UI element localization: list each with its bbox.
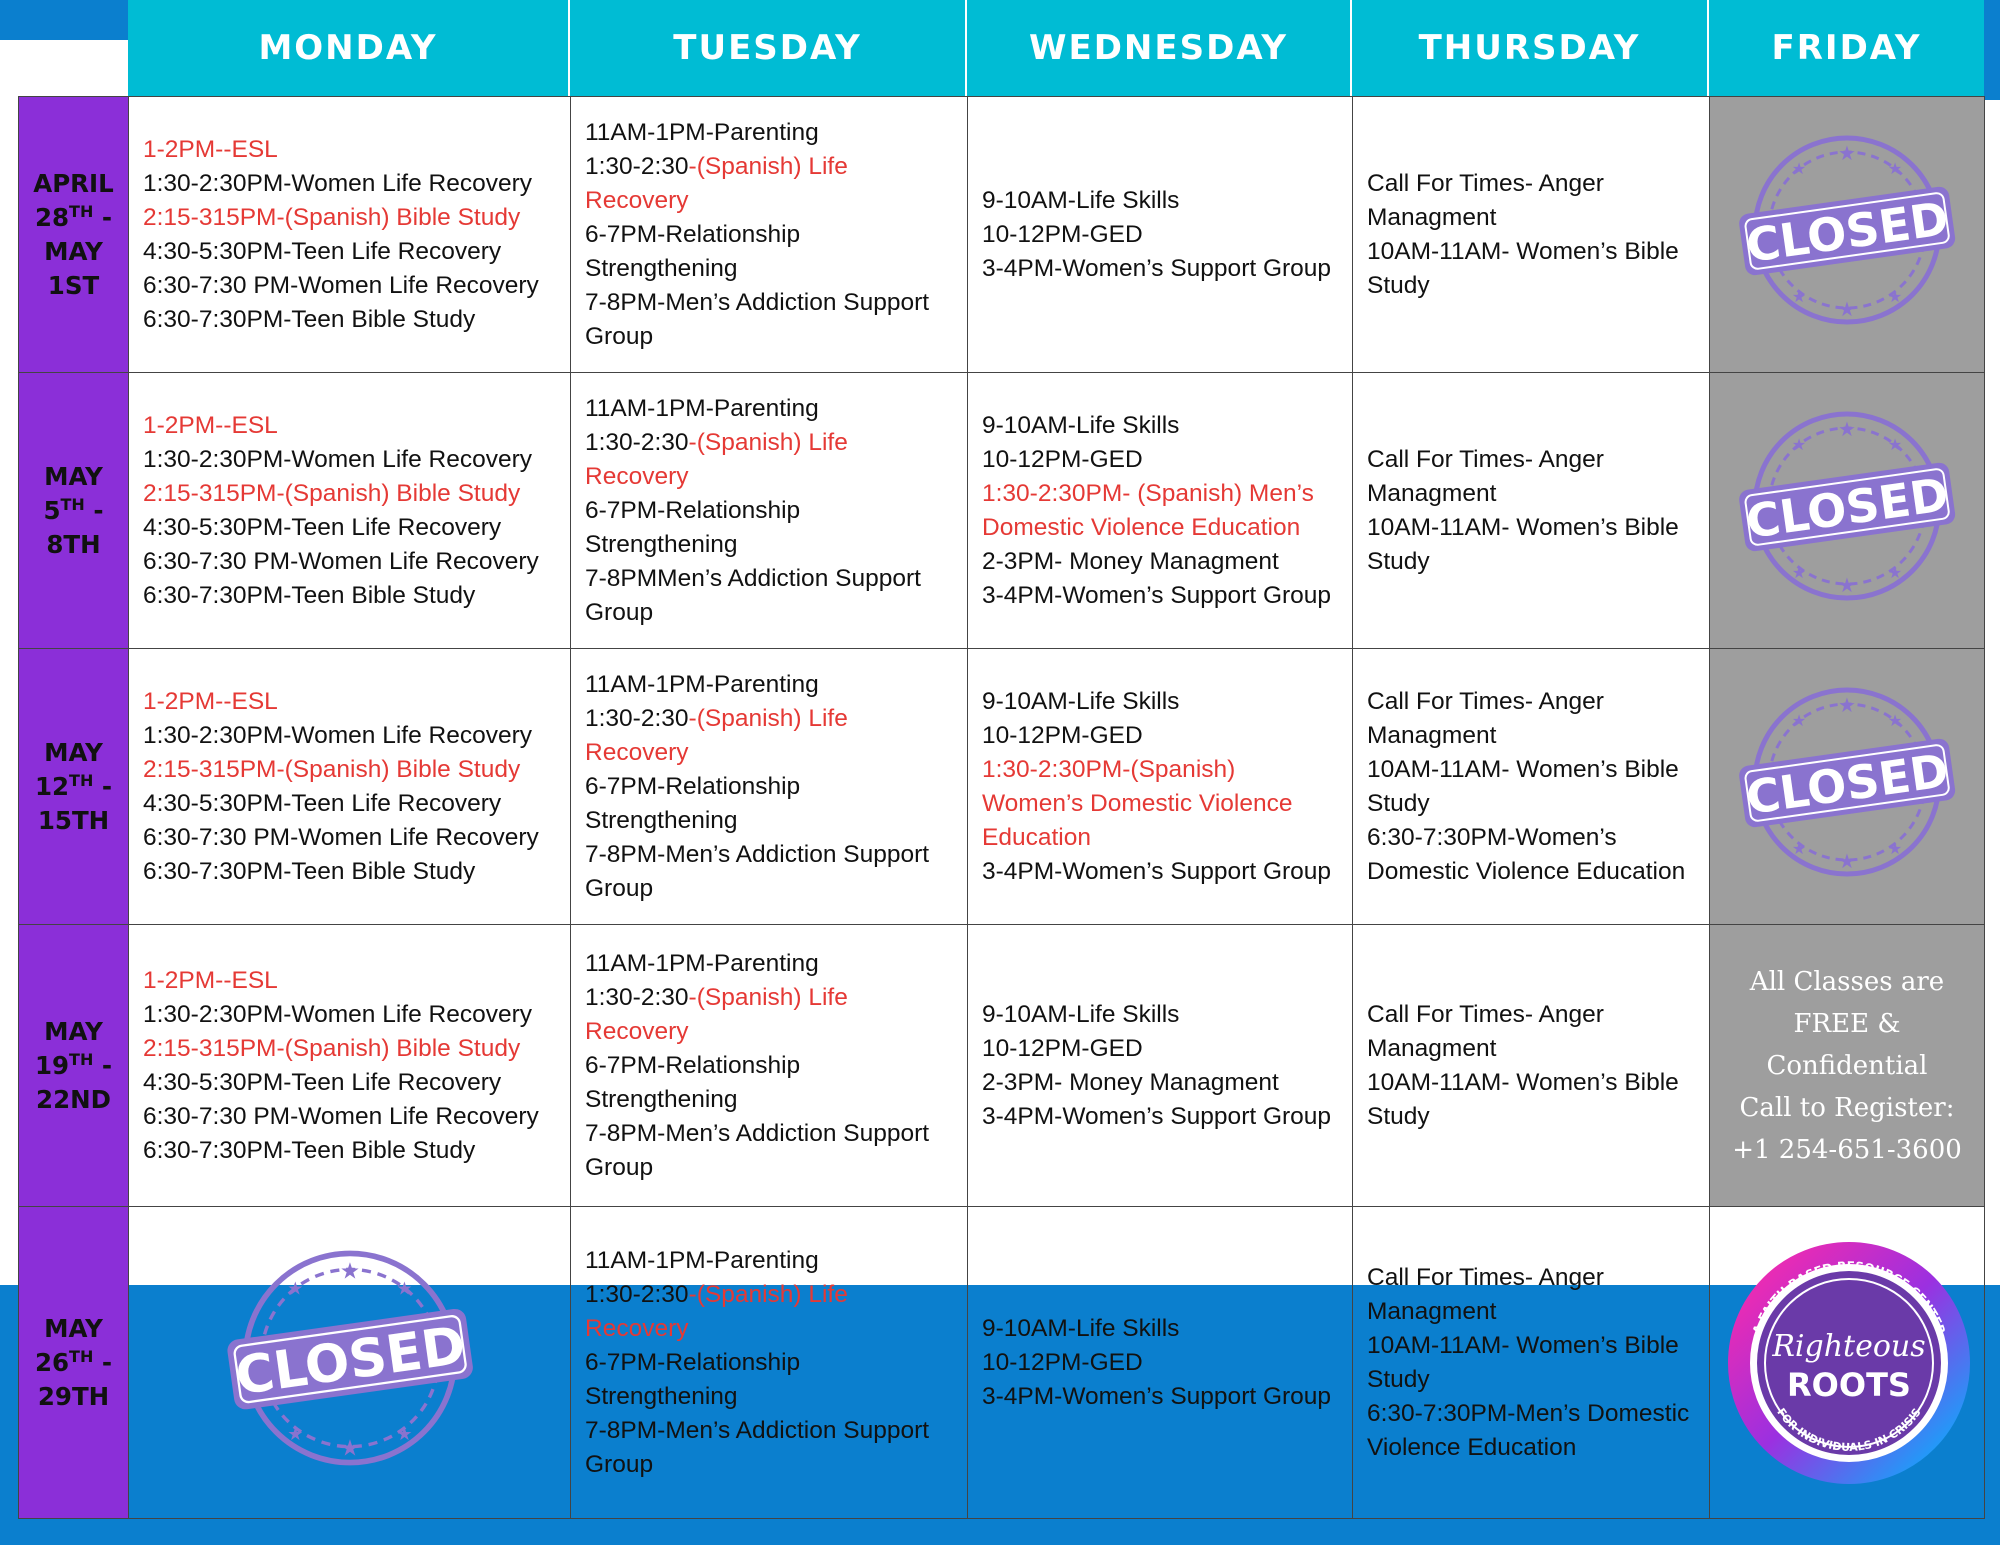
table-row (19, 1207, 1985, 1519)
svg-text:★: ★ (1838, 298, 1856, 321)
svg-text:★: ★ (1791, 160, 1807, 178)
week-label: MAY 26TH - 29TH (19, 1207, 129, 1519)
wednesday-cell: 9-10AM-Life Skills 10-12PM-GED 2-3PM- Money Managment 3-4PM-Women’s Support Group (968, 925, 1353, 1207)
thursday-cell: Call For Times- Anger Managment 10AM-11AM- Women’s Bible Study (1353, 373, 1710, 649)
tuesday-cell: 11AM-1PM-Parenting 1:30-2:30-(Spanish) Life Recovery 6-7PM-Relationship Strengthening 7-8PM-Men’s Addiction Support Group (571, 1207, 968, 1519)
svg-text:★: ★ (1887, 564, 1903, 582)
svg-text:A FAITH BASED RESOURCE CENTER: A FAITH BASED RESOURCE CENTER (1749, 1258, 1949, 1336)
svg-text:CLOSED: CLOSED (231, 1314, 469, 1407)
frame-right-band (1983, 0, 2000, 100)
thursday-cell: Call For Times- Anger Managment 10AM-11AM- Women’s Bible Study 6:30-7:30PM-Men’s Domestic Violence Education (1353, 1207, 1710, 1519)
week-label: MAY 19TH - 22ND (19, 925, 129, 1207)
svg-text:★: ★ (1838, 694, 1856, 717)
schedule-table (18, 96, 1985, 1519)
svg-text:★: ★ (1887, 160, 1903, 178)
svg-text:★: ★ (1791, 564, 1807, 582)
svg-text:★: ★ (286, 1277, 304, 1298)
free-classes-note: All Classes are FREE & Confidential Call to Register: +1 254-651-3600 (1724, 961, 1970, 1171)
day-header-row (128, 0, 1984, 96)
closed-stamp (225, 1243, 475, 1473)
friday-cell-closed (1710, 373, 1985, 649)
closed-stamp (1737, 406, 1957, 606)
svg-text:★: ★ (339, 1434, 360, 1461)
header-tuesday: TUESDAY (570, 0, 967, 96)
monday-cell-closed (129, 1207, 571, 1519)
header-thursday: THURSDAY (1352, 0, 1709, 96)
svg-text:★: ★ (1791, 840, 1807, 858)
closed-stamp (1737, 130, 1957, 330)
monday-cell: 1-2PM--ESL 1:30-2:30PM-Women Life Recovery 2:15-315PM-(Spanish) Bible Study 4:30-5:30PM-Teen Life Recovery 6:30-7:30 PM-Women Life Recovery 6:30-7:30PM-Teen Bible Study (129, 649, 571, 925)
thursday-cell: Call For Times- Anger Managment 10AM-11AM- Women’s Bible Study 6:30-7:30PM-Women’s Domestic Violence Education (1353, 649, 1710, 925)
svg-text:★: ★ (1887, 840, 1903, 858)
friday-cell-closed (1710, 97, 1985, 373)
svg-text:★: ★ (1838, 142, 1856, 165)
svg-text:CLOSED: CLOSED (1742, 742, 1952, 825)
tuesday-cell: 11AM-1PM-Parenting 1:30-2:30-(Spanish) Life Recovery 6-7PM-Relationship Strengthening 7-8PM-Men’s Addiction Support Group (571, 97, 968, 373)
wednesday-cell: 9-10AM-Life Skills 10-12PM-GED 3-4PM-Women’s Support Group (968, 1207, 1353, 1519)
monday-cell: 1-2PM--ESL 1:30-2:30PM-Women Life Recovery 2:15-315PM-(Spanish) Bible Study 4:30-5:30PM-Teen Life Recovery 6:30-7:30 PM-Women Life Recovery 6:30-7:30PM-Teen Bible Study (129, 97, 571, 373)
tuesday-cell: 11AM-1PM-Parenting 1:30-2:30-(Spanish) Life Recovery 6-7PM-Relationship Strengthening 7-8PM-Men’s Addiction Support Group (571, 649, 968, 925)
monday-cell: 1-2PM--ESL 1:30-2:30PM-Women Life Recovery 2:15-315PM-(Spanish) Bible Study 4:30-5:30PM-Teen Life Recovery 6:30-7:30 PM-Women Life Recovery 6:30-7:30PM-Teen Bible Study (129, 373, 571, 649)
phone-number: +1 254-651-3600 (1732, 1134, 1962, 1165)
schedule-sheet (18, 0, 1984, 1518)
svg-text:★: ★ (395, 1423, 413, 1444)
righteous-roots-logo (1724, 1238, 1970, 1488)
friday-cell-closed (1710, 649, 1985, 925)
wednesday-cell: 9-10AM-Life Skills 10-12PM-GED 1:30-2:30PM-(Spanish) Women’s Domestic Violence Education 3-4PM-Women’s Support Group (968, 649, 1353, 925)
week-label: MAY 12TH - 15TH (19, 649, 129, 925)
tuesday-cell: 11AM-1PM-Parenting 1:30-2:30-(Spanish) Life Recovery 6-7PM-Relationship Strengthening 7-8PMMen’s Addiction Support Group (571, 373, 968, 649)
svg-text:★: ★ (339, 1256, 360, 1283)
svg-text:ROOTS: ROOTS (1787, 1365, 1911, 1404)
closed-stamp (1737, 682, 1957, 882)
svg-text:★: ★ (1887, 436, 1903, 454)
svg-text:CLOSED: CLOSED (1742, 190, 1952, 273)
svg-text:★: ★ (1838, 850, 1856, 873)
header-monday: MONDAY (128, 0, 570, 96)
wednesday-cell: 9-10AM-Life Skills 10-12PM-GED 1:30-2:30PM- (Spanish) Men’s Domestic Violence Education 2-3PM- Money Managment 3-4PM-Women’s Support Group (968, 373, 1353, 649)
week-label: APRIL 28TH - MAY 1ST (19, 97, 129, 373)
wednesday-cell: 9-10AM-Life Skills 10-12PM-GED 3-4PM-Women’s Support Group (968, 97, 1353, 373)
friday-logo-cell (1710, 1207, 1985, 1519)
svg-text:Righteous: Righteous (1772, 1328, 1926, 1364)
header-friday: FRIDAY (1771, 28, 1922, 68)
thursday-cell: Call For Times- Anger Managment 10AM-11AM- Women’s Bible Study (1353, 97, 1710, 373)
header-wednesday: WEDNESDAY (967, 0, 1352, 96)
friday-info-cell (1710, 925, 1985, 1207)
monday-cell: 1-2PM--ESL 1:30-2:30PM-Women Life Recovery 2:15-315PM-(Spanish) Bible Study 4:30-5:30PM-Teen Life Recovery 6:30-7:30 PM-Women Life Recovery 6:30-7:30PM-Teen Bible Study (129, 925, 571, 1207)
table-row (19, 649, 1985, 925)
table-row (19, 97, 1985, 373)
tuesday-cell: 11AM-1PM-Parenting 1:30-2:30-(Spanish) Life Recovery 6-7PM-Relationship Strengthening 7-8PM-Men’s Addiction Support Group (571, 925, 968, 1207)
svg-text:FOR INDIVIDUALS IN CRISIS: FOR INDIVIDUALS IN CRISIS (1774, 1405, 1924, 1454)
svg-text:★: ★ (1838, 418, 1856, 441)
svg-text:★: ★ (1838, 574, 1856, 597)
svg-text:★: ★ (1791, 436, 1807, 454)
table-row (19, 925, 1985, 1207)
thursday-cell: Call For Times- Anger Managment 10AM-11AM- Women’s Bible Study (1353, 925, 1710, 1207)
svg-text:★: ★ (286, 1423, 304, 1444)
table-row (19, 373, 1985, 649)
svg-text:★: ★ (1791, 288, 1807, 306)
week-label: MAY 5TH - 8TH (19, 373, 129, 649)
svg-text:★: ★ (395, 1277, 413, 1298)
svg-text:★: ★ (1887, 288, 1903, 306)
svg-text:★: ★ (1887, 712, 1903, 730)
svg-text:CLOSED: CLOSED (1742, 466, 1952, 549)
svg-text:★: ★ (1791, 712, 1807, 730)
